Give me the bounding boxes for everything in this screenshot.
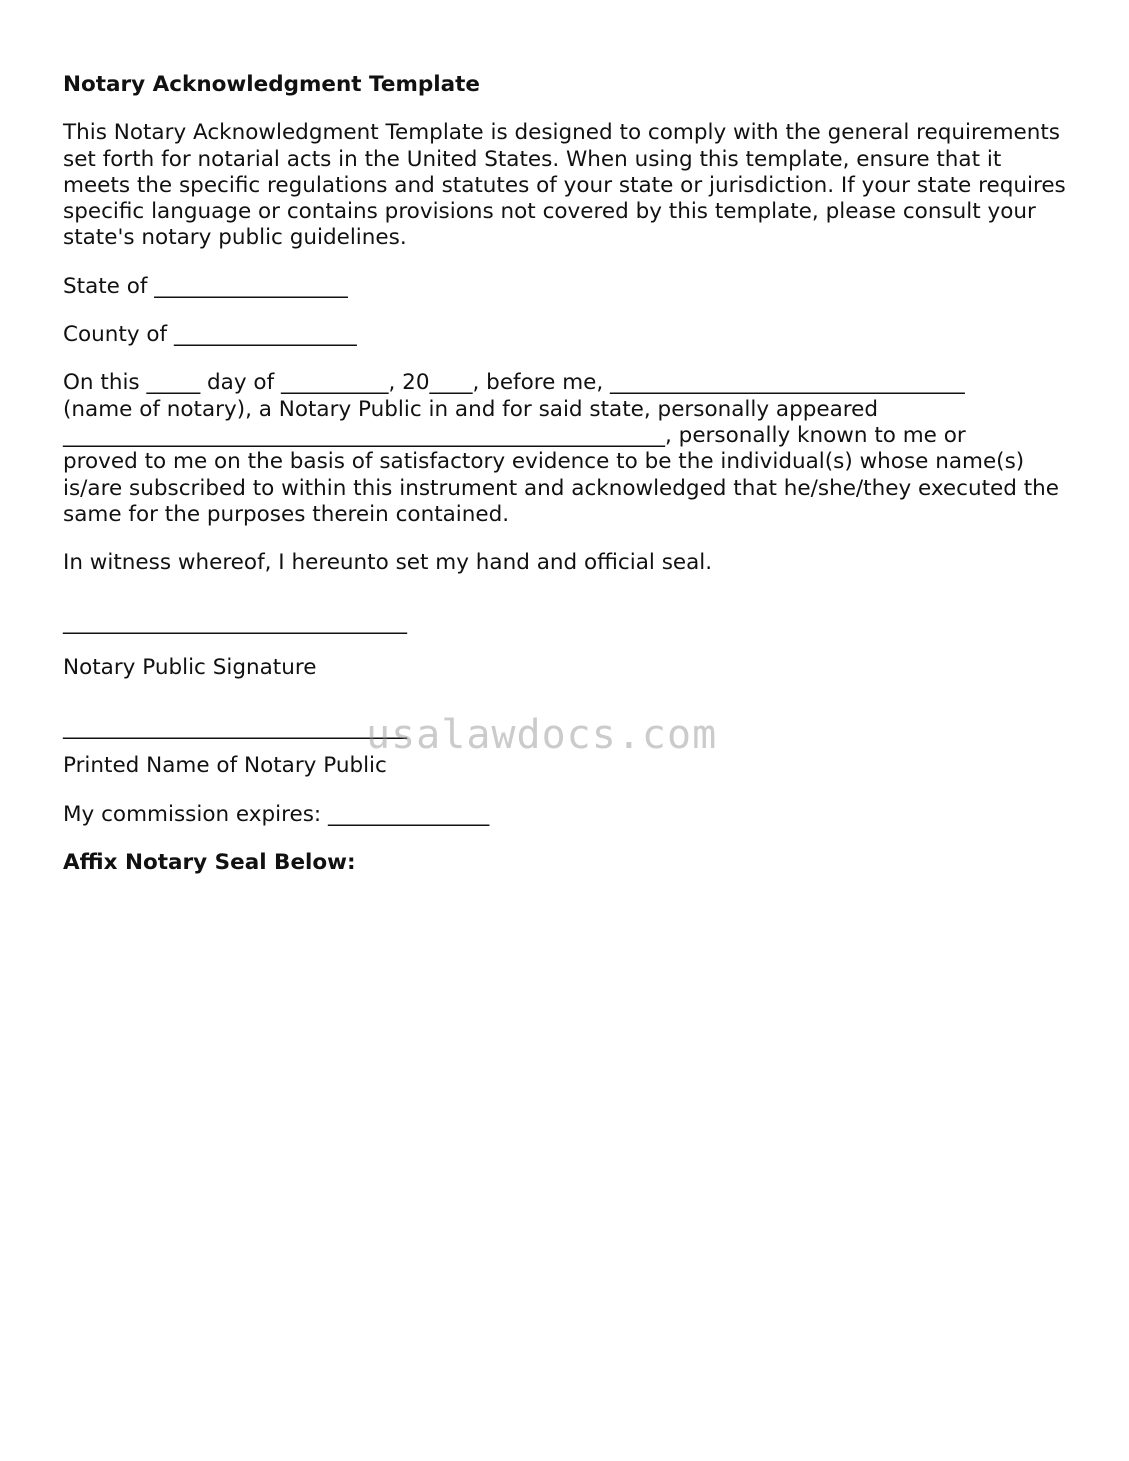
document-title: Notary Acknowledgment Template (63, 72, 480, 97)
document-page (63, 72, 1073, 876)
commission-expiry-field: My commission expires: _______________ (63, 801, 490, 827)
printed-name-line: ________________________________ (63, 715, 407, 741)
state-field: State of __________________ (63, 273, 348, 299)
printed-name-block (63, 715, 1073, 780)
acknowledgment-rest: proved to me on the basis of satisfactory evidence to be the individual(s) whose name(s) is/are subscribed to within this instrument and acknowledged that he/she/they executed the same for the purposes therein contained. (63, 449, 1060, 527)
acknowledgment-line-1: On this _____ day of __________, 20____, before me, _________________________________ (63, 370, 965, 396)
printed-name-label: Printed Name of Notary Public (63, 753, 387, 779)
signature-line: ________________________________ (63, 610, 407, 636)
acknowledgment-line-3: ________________________________________________________, personally known to me or (63, 422, 966, 448)
intro-paragraph: This Notary Acknowledgment Template is designed to comply with the general requirements set forth for notarial acts in the United States. When using this template, ensure that it meets the specific regulations and statutes of your state or jurisdiction. If your state requires specific language or contains provisions not covered by this template, please consult your state's notary public guidelines. (63, 120, 1066, 251)
watermark: usalawdocs.com (366, 712, 718, 758)
acknowledgment-line-2: (name of notary), a Notary Public in and for said state, personally appeared (63, 396, 879, 422)
signature-block (63, 610, 1073, 681)
county-field: County of _________________ (63, 322, 357, 348)
acknowledgment-paragraph (63, 370, 1073, 528)
witness-statement: In witness whereof, I hereunto set my hand and official seal. (63, 550, 713, 576)
signature-label: Notary Public Signature (63, 654, 317, 680)
seal-heading: Affix Notary Seal Below: (63, 849, 356, 875)
